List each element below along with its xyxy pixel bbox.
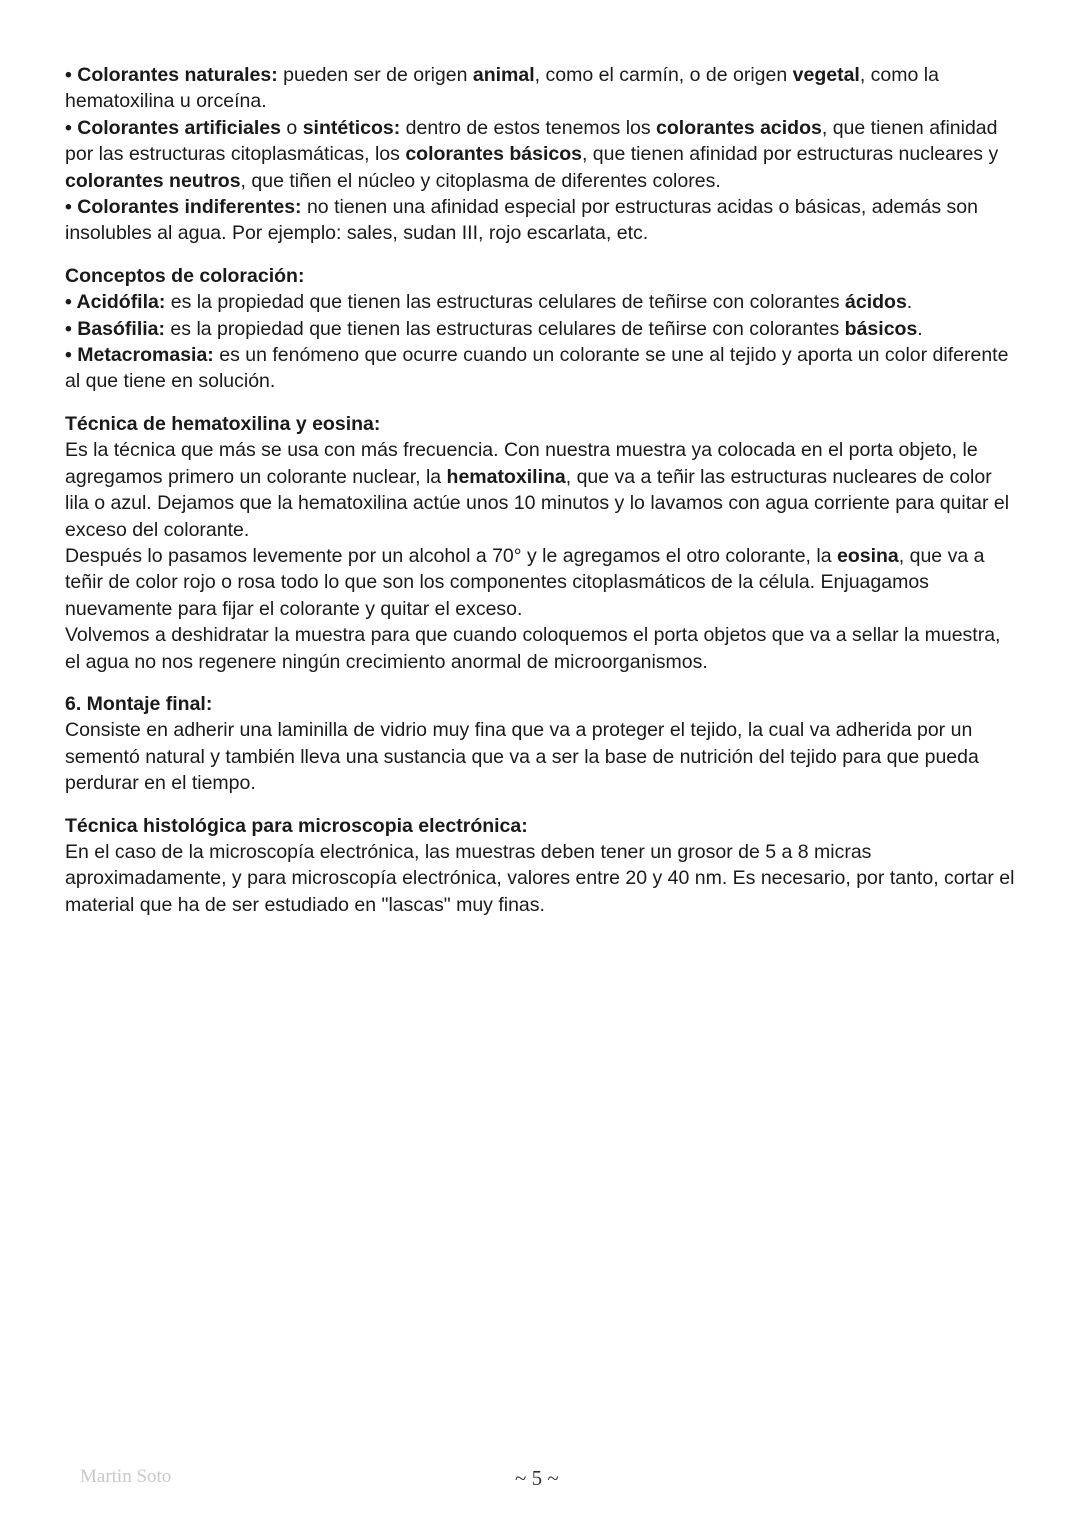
heading-electronica: Técnica histológica para microscopia electrónica: <box>65 814 528 837</box>
footer-author: Martin Soto <box>80 1466 172 1487</box>
item-basofilia: • Basófilia: es la propiedad que tienen las estructuras celulares de teñirse con colorantes básicos. <box>65 317 923 340</box>
section-electronica <box>65 813 1015 919</box>
page-number: ~ 5 ~ <box>515 1466 559 1490</box>
section-hematoxilina <box>65 411 1015 675</box>
item-colorantes-naturales: • Colorantes naturales: pueden ser de origen animal, como el carmín, o de origen vegetal, como la hematoxilina u orceína. <box>65 64 939 113</box>
section-conceptos <box>65 263 1015 395</box>
item-metacromasia: • Metacromasia: es un fenómeno que ocurre cuando un colorante se une al tejido y aporta un color diferente al que tiene en solución. <box>65 344 1009 393</box>
document-body <box>65 62 1015 918</box>
paragraph-hematoxilina-2: Después lo pasamos levemente por un alcohol a 70° y le agregamos el otro colorante, la eosina, que va a teñir de color rojo o rosa todo lo que son los componentes citoplasmáticos de la célula. Enjuagamos nuevamente para fijar el colorante y quitar el exceso. <box>65 544 985 620</box>
item-colorantes-indiferentes: • Colorantes indiferentes: no tienen una afinidad especial por estructuras acidas o básicas, además son insolubles al agua. Por ejemplo: sales, sudan III, rojo escarlata, etc. <box>65 196 978 245</box>
heading-montaje: 6. Montaje final: <box>65 692 213 715</box>
paragraph-hematoxilina-1: Es la técnica que más se usa con más frecuencia. Con nuestra muestra ya colocada en el porta objeto, le agregamos primero un colorante nuclear, la hematoxilina, que va a teñir las estructuras nucleares de color lila o azul. Dejamos que la hematoxilina actúe unos 10 minutos y lo lavamos con agua corriente para quitar el exceso del colorante. <box>65 439 1010 541</box>
paragraph-hematoxilina-3: Volvemos a deshidratar la muestra para que cuando coloquemos el porta objetos que va a sellar la muestra, el agua no nos regenere ningún crecimiento anormal de microorganismos. <box>65 624 1001 673</box>
item-colorantes-artificiales: • Colorantes artificiales o sintéticos: dentro de estos tenemos los colorantes acidos, que tienen afinidad por las estructuras citoplasmáticas, los colorantes básicos, que tienen afinidad por estructuras nucleares y colorantes neutros, que tiñen el núcleo y citoplasma de diferentes colores. <box>65 116 999 192</box>
heading-hematoxilina: Técnica de hematoxilina y eosina: <box>65 412 381 435</box>
section-montaje <box>65 691 1015 797</box>
item-acidofila: • Acidófila: es la propiedad que tienen las estructuras celulares de teñirse con colorantes ácidos. <box>65 291 913 314</box>
section-colorantes <box>65 62 1015 247</box>
paragraph-electronica: En el caso de la microscopía electrónica, las muestras deben tener un grosor de 5 a 8 micras aproximadamente, y para microscopía electrónica, valores entre 20 y 40 nm. Es necesario, por tanto, cortar el material que ha de ser estudiado en "lascas" muy finas. <box>65 840 1015 916</box>
paragraph-montaje: Consiste en adherir una laminilla de vidrio muy fina que va a proteger el tejido, la cual va adherida por un sementó natural y también lleva una sustancia que va a ser la base de nutrición del tejido para que pueda perdurar en el tiempo. <box>65 719 979 795</box>
heading-conceptos: Conceptos de coloración: <box>65 264 305 287</box>
